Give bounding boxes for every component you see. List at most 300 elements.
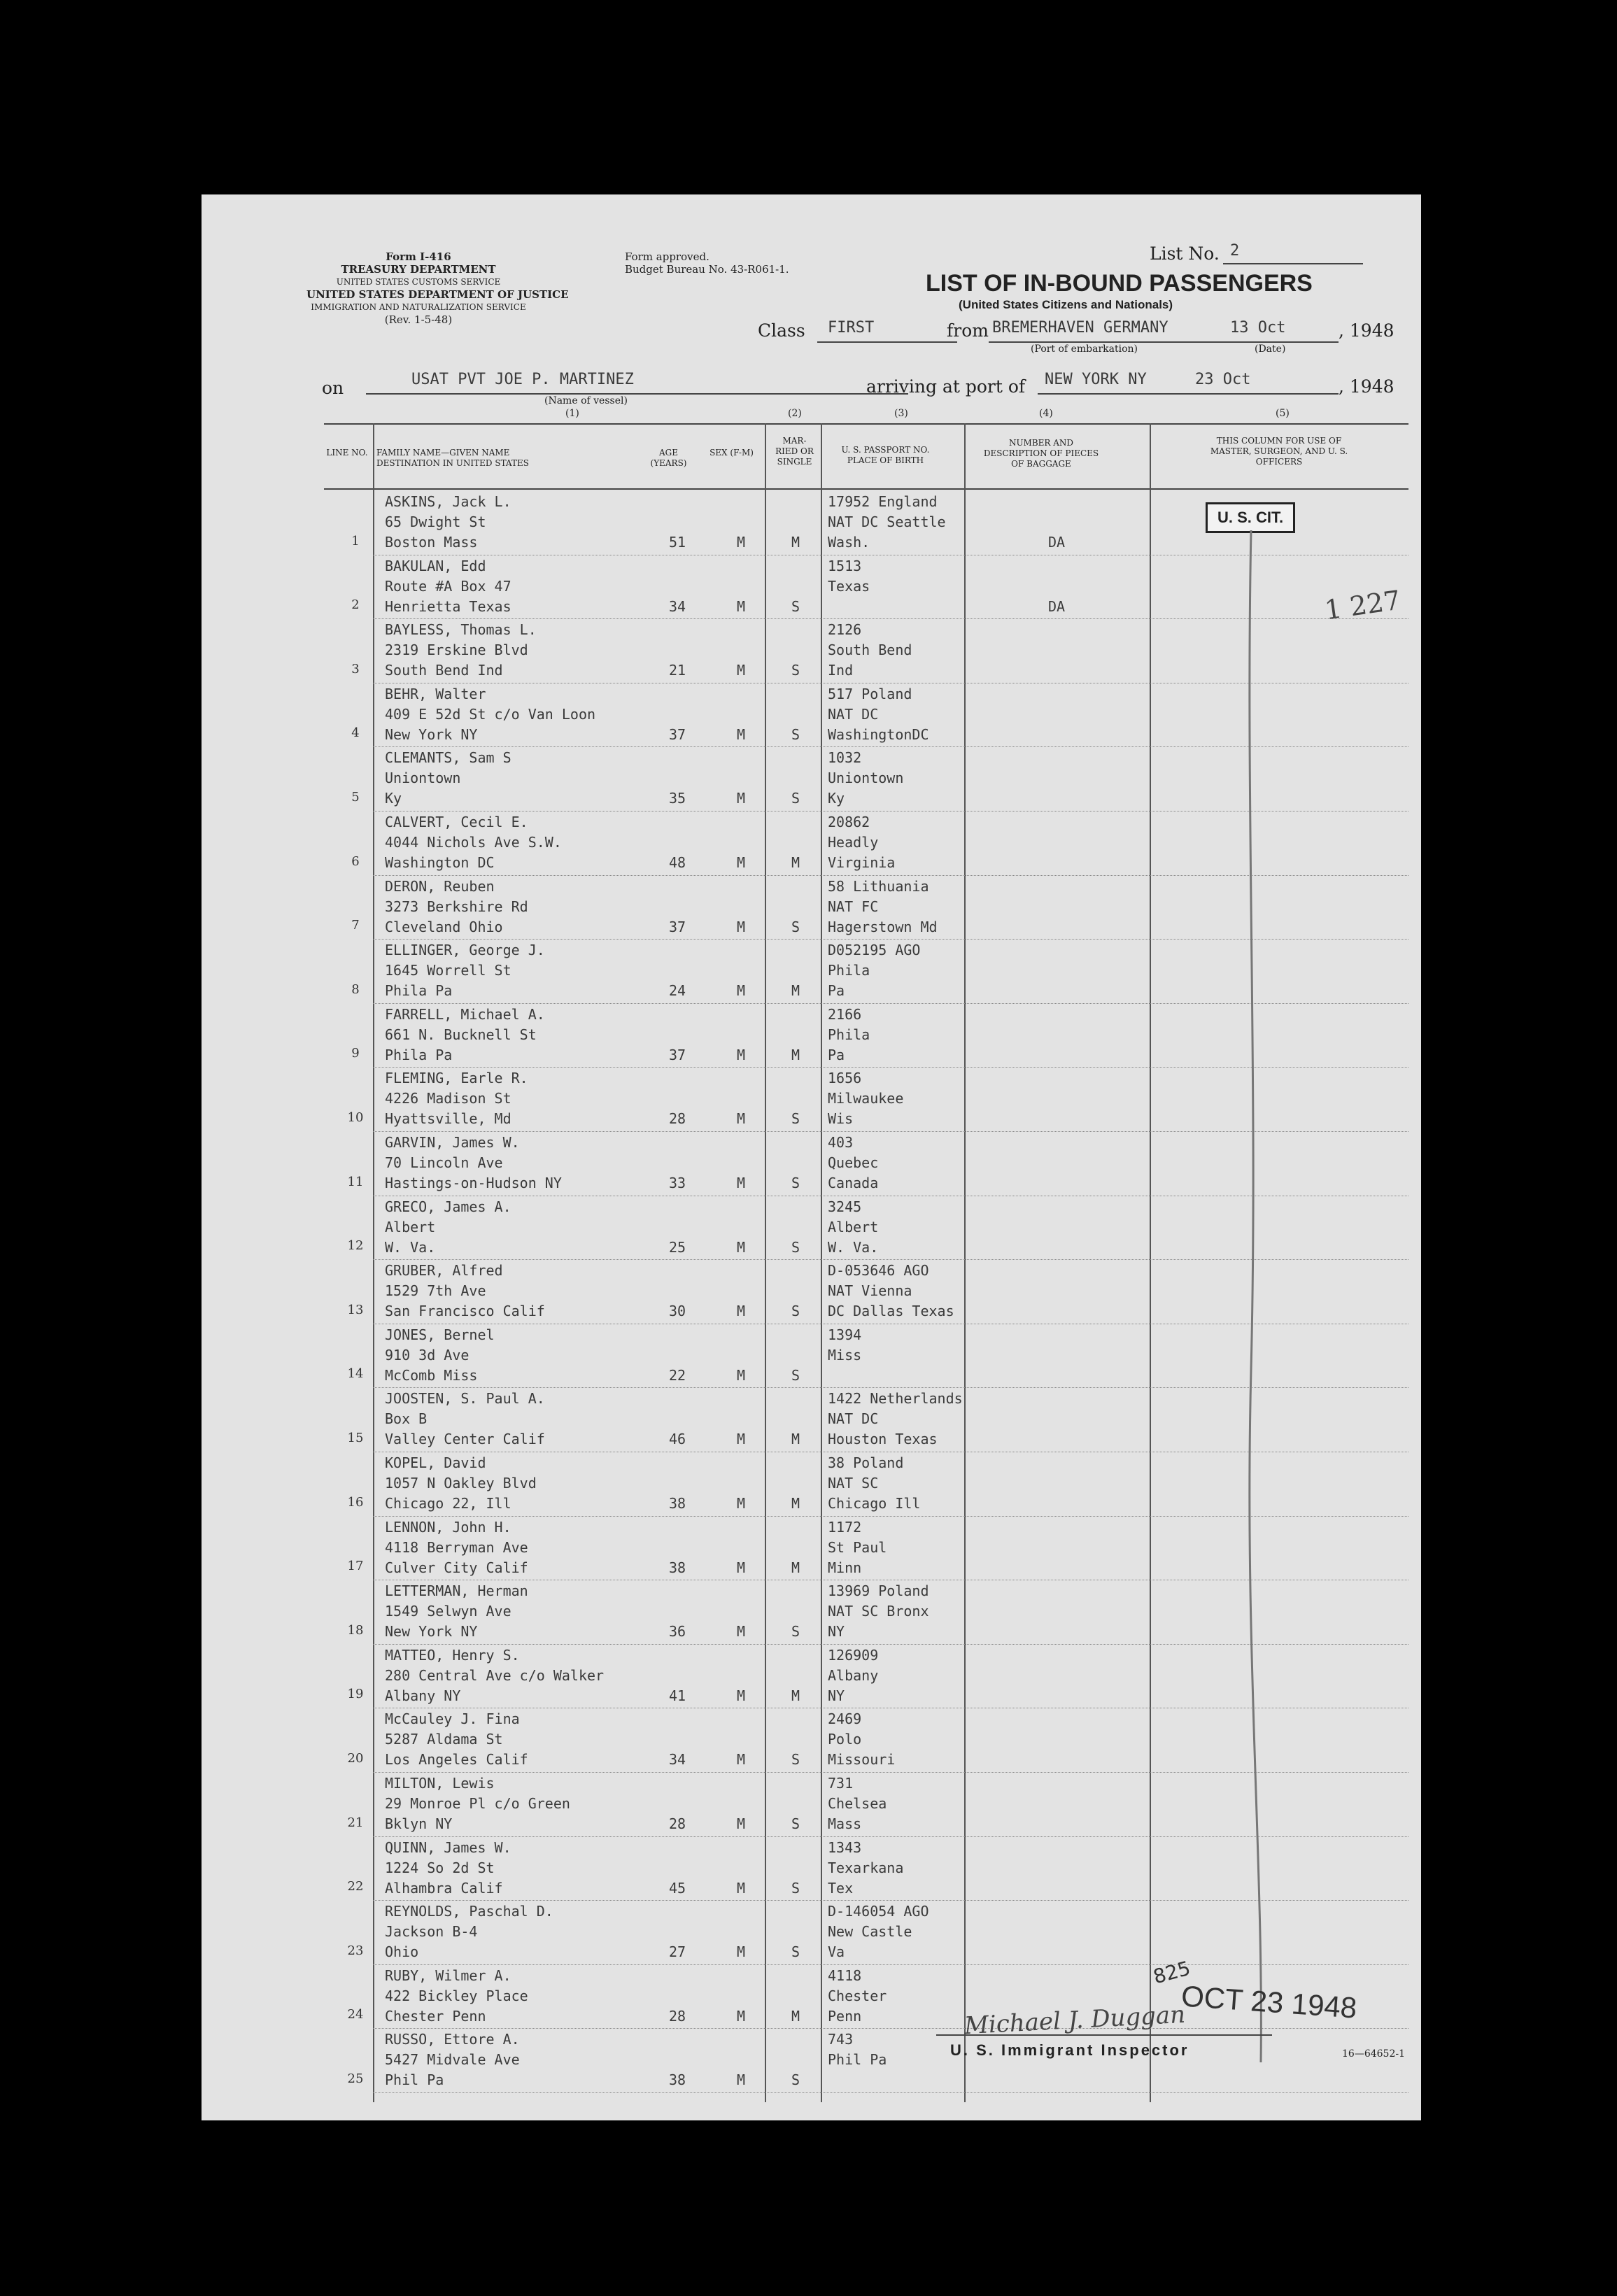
sex-value: M xyxy=(737,854,746,871)
passport-line-2: Chester xyxy=(828,1987,887,2004)
passport-line-1: 13969 Poland xyxy=(828,1582,929,1600)
age-value: 37 xyxy=(669,725,686,743)
line-number: 4 xyxy=(351,725,360,741)
side-note: 1 227 xyxy=(1322,584,1403,626)
sex-value: M xyxy=(737,1431,746,1448)
street-address: 29 Monroe Pl c/o Green xyxy=(385,1795,570,1812)
marital-status: S xyxy=(791,1751,800,1769)
passenger-name: GARVIN, James W. xyxy=(385,1134,520,1151)
line-number: 10 xyxy=(347,1110,364,1125)
destination: Ky xyxy=(385,790,402,807)
inspector-signature: Michael J. Duggan xyxy=(963,2000,1187,2041)
street-address: Jackson B-4 xyxy=(385,1923,478,1941)
destination: Hyattsville, Md xyxy=(385,1110,511,1128)
passport-line-2: NAT Vienna xyxy=(828,1282,912,1300)
age-value: 51 xyxy=(669,534,686,551)
passenger-name: ELLINGER, George J. xyxy=(385,942,545,959)
passport-line-2: NAT DC xyxy=(828,705,879,723)
passenger-name: BEHR, Walter xyxy=(385,685,486,702)
sex-value: M xyxy=(737,2071,746,2089)
manifest-page xyxy=(202,194,1421,2120)
line-number: 8 xyxy=(351,982,360,997)
passport-line-3: Pa xyxy=(828,1046,845,1063)
destination: Culver City Calif xyxy=(385,1559,528,1576)
passport-line-1: 126909 xyxy=(828,1646,879,1664)
baggage-value: DA xyxy=(1048,597,1066,615)
passport-line-2: Phila xyxy=(828,962,870,979)
sex-value: M xyxy=(737,1046,746,1063)
passport-line-3: Va xyxy=(828,1943,845,1961)
marital-status: S xyxy=(791,1879,800,1897)
passport-line-1: 731 xyxy=(828,1775,854,1792)
sex-value: M xyxy=(737,1879,746,1897)
line-number: 14 xyxy=(347,1366,364,1382)
street-address: Route #A Box 47 xyxy=(385,577,511,595)
line-number: 11 xyxy=(347,1174,364,1189)
destination: Ohio xyxy=(385,1943,419,1961)
line-number: 19 xyxy=(347,1687,364,1702)
age-value: 28 xyxy=(669,1110,686,1128)
line-number: 15 xyxy=(347,1431,364,1445)
marital-status: S xyxy=(791,1366,800,1384)
destination: Phila Pa xyxy=(385,1046,453,1063)
signature-line xyxy=(936,2034,1272,2036)
passport-line-3: Wis xyxy=(828,1110,854,1128)
passport-line-1: 1343 xyxy=(828,1838,862,1856)
sex-value: M xyxy=(737,662,746,679)
vessel-name: USAT PVT JOE P. MARTINEZ xyxy=(411,371,634,388)
col-num-5: (5) xyxy=(1276,408,1290,419)
immigration-service: IMMIGRATION AND NATURALIZATION SERVICE xyxy=(311,302,526,312)
passenger-name: LETTERMAN, Herman xyxy=(385,1582,528,1600)
age-value: 30 xyxy=(669,1303,686,1320)
passenger-name: FLEMING, Earle R. xyxy=(385,1070,528,1087)
header-baggage: NUMBER AND DESCRIPTION OF PIECES OF BAGGAGE xyxy=(983,438,1099,469)
marital-status: S xyxy=(791,2071,800,2089)
age-value: 48 xyxy=(669,854,686,871)
passport-line-2: Uniontown xyxy=(828,770,904,787)
passport-line-3: Missouri xyxy=(828,1751,896,1769)
destination: Los Angeles Calif xyxy=(385,1751,528,1769)
date-stamp: OCT 23 1948 xyxy=(1180,1979,1358,2025)
passport-line-2: Headly xyxy=(828,834,879,851)
passport-line-2: South Bend xyxy=(828,642,912,659)
list-no-underline xyxy=(1223,263,1363,264)
destination: Henrietta Texas xyxy=(385,597,511,615)
arrival-underline xyxy=(1038,393,1339,395)
passport-line-1: 20862 xyxy=(828,814,870,830)
marital-status: M xyxy=(791,534,800,551)
street-address: 5427 Midvale Ave xyxy=(385,2051,520,2069)
passenger-name: REYNOLDS, Paschal D. xyxy=(385,1903,553,1920)
sex-value: M xyxy=(737,1751,746,1769)
passenger-name: RUSSO, Ettore A. xyxy=(385,2031,520,2048)
age-value: 46 xyxy=(669,1431,686,1448)
passenger-name: KOPEL, David xyxy=(385,1454,486,1471)
line-number: 16 xyxy=(347,1494,364,1510)
destination: Chicago 22, Ill xyxy=(385,1495,511,1512)
form-code: 16—64652-1 xyxy=(1342,2048,1405,2060)
destination: Albany NY xyxy=(385,1687,461,1704)
passport-line-3: Hagerstown Md xyxy=(828,918,938,935)
line-number: 24 xyxy=(347,2007,364,2022)
sex-value: M xyxy=(737,1366,746,1384)
passport-line-2: Albany xyxy=(828,1666,879,1684)
sex-value: M xyxy=(737,1238,746,1256)
sex-value: M xyxy=(737,1687,746,1704)
sex-value: M xyxy=(737,2007,746,2025)
sex-value: M xyxy=(737,534,746,551)
vessel-caption: (Name of vessel) xyxy=(544,395,628,406)
passenger-name: CALVERT, Cecil E. xyxy=(385,814,528,830)
marital-status: S xyxy=(791,597,800,615)
sex-value: M xyxy=(737,1110,746,1128)
passenger-name: FARRELL, Michael A. xyxy=(385,1005,545,1023)
age-value: 24 xyxy=(669,982,686,1000)
passport-line-3: WashingtonDC xyxy=(828,725,929,743)
destination: New York NY xyxy=(385,1623,478,1640)
passport-line-3: Penn xyxy=(828,2007,862,2025)
passport-line-2: NAT DC xyxy=(828,1410,879,1428)
passport-line-1: D-146054 AGO xyxy=(828,1903,929,1920)
passenger-name: GRUBER, Alfred xyxy=(385,1262,503,1280)
destination: Alhambra Calif xyxy=(385,1879,503,1897)
age-value: 28 xyxy=(669,1815,686,1832)
arriving-label: arriving at port of xyxy=(866,376,1026,397)
passenger-name: CLEMANTS, Sam S xyxy=(385,749,511,767)
sex-value: M xyxy=(737,790,746,807)
marital-status: S xyxy=(791,918,800,935)
passenger-name: MILTON, Lewis xyxy=(385,1775,495,1792)
destination: Chester Penn xyxy=(385,2007,486,2025)
passport-line-1: 517 Poland xyxy=(828,685,912,702)
marital-status: M xyxy=(791,854,800,871)
passport-line-3: Tex xyxy=(828,1879,854,1897)
passport-line-2: Miss xyxy=(828,1346,862,1363)
marital-status: S xyxy=(791,1303,800,1320)
port-caption: (Port of embarkation) xyxy=(1031,343,1138,355)
from-label: from xyxy=(947,320,989,341)
destination: Boston Mass xyxy=(385,534,478,551)
passport-line-3: Ky xyxy=(828,790,845,807)
passport-line-2: Phila xyxy=(828,1026,870,1043)
line-number: 1 xyxy=(351,533,360,548)
age-value: 38 xyxy=(669,1559,686,1576)
on-label: on xyxy=(322,378,344,398)
passport-line-2: Texas xyxy=(828,577,870,595)
vessel-underline xyxy=(366,393,908,395)
form-approved: Form approved. xyxy=(625,250,709,263)
list-no-value: 2 xyxy=(1230,242,1240,260)
passport-line-3: Ind xyxy=(828,662,854,679)
street-address: Uniontown xyxy=(385,770,461,787)
passport-line-2: Polo xyxy=(828,1731,862,1748)
passport-line-3: NY xyxy=(828,1623,845,1640)
passenger-name: McCauley J. Fina xyxy=(385,1710,520,1728)
passport-line-2: NAT SC Bronx xyxy=(828,1603,929,1620)
marital-status: S xyxy=(791,1238,800,1256)
age-value: 25 xyxy=(669,1238,686,1256)
port-of-embarkation: BREMERHAVEN GERMANY xyxy=(992,319,1168,336)
marital-status: M xyxy=(791,1046,800,1063)
street-address: 1057 N Oakley Blvd xyxy=(385,1475,537,1491)
from-underline xyxy=(989,341,1339,343)
passenger-name: RUBY, Wilmer A. xyxy=(385,1967,511,1984)
passport-line-3: Minn xyxy=(828,1559,862,1576)
age-value: 21 xyxy=(669,662,686,679)
age-value: 38 xyxy=(669,2071,686,2089)
line-number: 22 xyxy=(347,1879,364,1894)
line-number: 23 xyxy=(347,1943,364,1958)
marital-status: S xyxy=(791,1623,800,1640)
destination: San Francisco Calif xyxy=(385,1303,545,1320)
passport-line-1: 403 xyxy=(828,1134,854,1151)
destination: Washington DC xyxy=(385,854,495,871)
passport-line-1: 38 Poland xyxy=(828,1454,904,1471)
header-age: AGE (YEARS) xyxy=(650,448,687,468)
header-name: FAMILY NAME—GIVEN NAME DESTINATION IN UNITED STATES xyxy=(376,448,529,468)
destination: Valley Center Calif xyxy=(385,1431,545,1448)
passport-line-1: 1422 Netherlands xyxy=(828,1390,963,1408)
passport-line-3: NY xyxy=(828,1687,845,1704)
passport-line-2: NAT DC Seattle xyxy=(828,513,946,530)
class-underline xyxy=(817,341,957,343)
passport-line-1: 1172 xyxy=(828,1518,862,1536)
line-number: 12 xyxy=(347,1238,364,1254)
line-number: 5 xyxy=(351,790,360,805)
passenger-name: ASKINS, Jack L. xyxy=(385,493,511,510)
embarkation-year: , 1948 xyxy=(1339,320,1394,341)
approval-block xyxy=(625,250,789,276)
destination: McComb Miss xyxy=(385,1366,478,1384)
passport-line-1: 4118 xyxy=(828,1967,862,1984)
line-number: 20 xyxy=(347,1751,364,1766)
passport-line-1: 1394 xyxy=(828,1326,862,1343)
form-number: Form I-416 xyxy=(386,250,451,263)
street-address: 65 Dwight St xyxy=(385,513,486,530)
passport-line-2: NAT FC xyxy=(828,898,879,915)
age-value: 34 xyxy=(669,1751,686,1769)
form-title: LIST OF IN-BOUND PASSENGERS xyxy=(926,270,1313,297)
passport-line-1: D052195 AGO xyxy=(828,942,921,959)
passport-line-3: Mass xyxy=(828,1815,862,1832)
header-officers: THIS COLUMN FOR USE OF MASTER, SURGEON, AND U. S. OFFICERS xyxy=(1210,436,1348,467)
street-address: 280 Central Ave c/o Walker xyxy=(385,1666,605,1684)
line-number: 2 xyxy=(351,597,360,613)
street-address: 1529 7th Ave xyxy=(385,1282,486,1300)
marital-status: S xyxy=(791,662,800,679)
age-value: 28 xyxy=(669,2007,686,2025)
passport-line-1: 17952 England xyxy=(828,493,938,510)
form-revision: (Rev. 1-5-48) xyxy=(384,313,453,326)
age-value: 37 xyxy=(669,1046,686,1063)
street-address: 1224 So 2d St xyxy=(385,1859,495,1876)
col-rule xyxy=(964,423,966,2102)
street-address: 2319 Erskine Blvd xyxy=(385,642,528,659)
line-number: 21 xyxy=(347,1815,364,1830)
line-number: 25 xyxy=(347,2071,364,2086)
street-address: 3273 Berkshire Rd xyxy=(385,898,528,915)
passport-line-2: Albert xyxy=(828,1218,879,1235)
age-value: 35 xyxy=(669,790,686,807)
sex-value: M xyxy=(737,1495,746,1512)
passenger-name: JOOSTEN, S. Paul A. xyxy=(385,1390,545,1408)
arrival-port: NEW YORK NY xyxy=(1045,371,1147,388)
col-rule xyxy=(765,423,766,2102)
street-address: Albert xyxy=(385,1218,436,1235)
street-address: 4118 Berryman Ave xyxy=(385,1538,528,1556)
marital-status: M xyxy=(791,1495,800,1512)
destination: New York NY xyxy=(385,725,478,743)
line-number: 18 xyxy=(347,1622,364,1638)
marital-status: S xyxy=(791,725,800,743)
street-address: 661 N. Bucknell St xyxy=(385,1026,537,1043)
passport-line-1: 1656 xyxy=(828,1070,862,1087)
stamp-marks: 825 xyxy=(1150,1956,1193,1989)
marital-status: M xyxy=(791,1431,800,1448)
col-rule xyxy=(821,423,822,2102)
street-address: 910 3d Ave xyxy=(385,1346,469,1363)
passport-line-1: D-053646 AGO xyxy=(828,1262,929,1280)
passport-line-1: 2126 xyxy=(828,621,862,639)
age-value: 41 xyxy=(669,1687,686,1704)
passport-line-3: DC Dallas Texas xyxy=(828,1303,954,1320)
class-label: Class xyxy=(758,320,805,341)
age-value: 33 xyxy=(669,1175,686,1191)
marital-status: S xyxy=(791,1943,800,1961)
list-no-label: List No. xyxy=(1150,243,1220,264)
line-number: 9 xyxy=(351,1046,360,1061)
age-value: 45 xyxy=(669,1879,686,1897)
inspector-title: U. S. Immigrant Inspector xyxy=(950,2041,1189,2059)
line-number: 7 xyxy=(351,918,360,933)
marital-status: M xyxy=(791,1559,800,1576)
embarkation-date: 13 Oct xyxy=(1230,319,1286,336)
justice-dept: UNITED STATES DEPARTMENT OF JUSTICE xyxy=(306,288,569,301)
form-subtitle: (United States Citizens and Nationals) xyxy=(959,298,1173,311)
passenger-name: MATTEO, Henry S. xyxy=(385,1646,520,1664)
street-address: 1645 Worrell St xyxy=(385,962,511,979)
col-rule xyxy=(373,423,374,2102)
header-passport: U. S. PASSPORT NO. PLACE OF BIRTH xyxy=(841,445,930,465)
header-sex: SEX (F-M) xyxy=(709,448,754,458)
line-number: 3 xyxy=(351,661,360,676)
destination: Phil Pa xyxy=(385,2071,444,2089)
marital-status: M xyxy=(791,982,800,1000)
street-address: 1549 Selwyn Ave xyxy=(385,1603,511,1620)
customs-service: UNITED STATES CUSTOMS SERVICE xyxy=(336,277,501,287)
marital-status: S xyxy=(791,790,800,807)
passport-line-1: 58 Lithuania xyxy=(828,877,929,895)
class-value: FIRST xyxy=(828,319,875,336)
sex-value: M xyxy=(737,1559,746,1576)
destination: Phila Pa xyxy=(385,982,453,1000)
line-number: 6 xyxy=(351,853,360,869)
passport-line-1: 2166 xyxy=(828,1005,862,1023)
baggage-value: DA xyxy=(1048,534,1066,551)
passenger-name: LENNON, John H. xyxy=(385,1518,511,1536)
passport-line-2: St Paul xyxy=(828,1538,887,1556)
sex-value: M xyxy=(737,1815,746,1832)
passport-line-3: Pa xyxy=(828,982,845,1000)
passenger-name: GRECO, James A. xyxy=(385,1198,511,1215)
sex-value: M xyxy=(737,725,746,743)
line-number: 17 xyxy=(347,1559,364,1574)
col-rule xyxy=(1150,423,1151,2102)
passport-line-3: Wash. xyxy=(828,534,870,551)
passport-line-3: Houston Texas xyxy=(828,1431,938,1448)
passport-line-1: 3245 xyxy=(828,1198,862,1215)
passenger-name: DERON, Reuben xyxy=(385,877,495,895)
marital-status: S xyxy=(791,1175,800,1191)
us-citizen-stamp: U. S. CIT. xyxy=(1206,502,1295,533)
passport-line-3: Canada xyxy=(828,1175,879,1191)
age-value: 37 xyxy=(669,918,686,935)
age-value: 22 xyxy=(669,1366,686,1384)
passenger-name: JONES, Bernel xyxy=(385,1326,495,1343)
vessel-col-num: (1) xyxy=(565,408,579,419)
passport-line-2: New Castle xyxy=(828,1923,912,1941)
street-address: 4044 Nichols Ave S.W. xyxy=(385,834,562,851)
marital-status: M xyxy=(791,2007,800,2025)
sex-value: M xyxy=(737,918,746,935)
destination: South Bend Ind xyxy=(385,662,503,679)
street-address: Box B xyxy=(385,1410,428,1428)
sex-value: M xyxy=(737,1303,746,1320)
passport-line-1: 1032 xyxy=(828,749,862,767)
age-value: 38 xyxy=(669,1495,686,1512)
passport-line-2: NAT SC xyxy=(828,1475,879,1491)
street-address: 422 Bickley Place xyxy=(385,1987,528,2004)
street-address: 5287 Aldama St xyxy=(385,1731,503,1748)
marital-status: S xyxy=(791,1815,800,1832)
age-value: 36 xyxy=(669,1623,686,1640)
passport-line-2: Texarkana xyxy=(828,1859,904,1876)
sex-value: M xyxy=(737,1623,746,1640)
header-married: MAR-RIED OR SINGLE xyxy=(775,436,814,467)
passport-line-2: Quebec xyxy=(828,1154,879,1171)
passport-line-2: Chelsea xyxy=(828,1795,887,1812)
pencil-vertical-line xyxy=(1237,530,1279,2069)
arrival-year: , 1948 xyxy=(1339,376,1394,397)
budget-bureau: Budget Bureau No. 43-R061-1. xyxy=(625,263,789,276)
destination: Cleveland Ohio xyxy=(385,918,503,935)
col-num-4: (4) xyxy=(1039,408,1053,419)
passenger-name: BAYLESS, Thomas L. xyxy=(385,621,537,639)
passport-line-3: Chicago Ill xyxy=(828,1495,921,1512)
col-num-2: (2) xyxy=(788,408,802,419)
header-line-no: LINE NO. xyxy=(326,448,368,458)
form-info-block xyxy=(306,250,569,326)
passport-line-3: Virginia xyxy=(828,854,896,871)
age-value: 27 xyxy=(669,1943,686,1961)
passport-line-1: 743 xyxy=(828,2031,854,2048)
sex-value: M xyxy=(737,982,746,1000)
destination: Hastings-on-Hudson NY xyxy=(385,1175,562,1191)
passport-line-2: Phil Pa xyxy=(828,2051,887,2069)
line-number: 13 xyxy=(347,1302,364,1317)
age-value: 34 xyxy=(669,597,686,615)
marital-status: S xyxy=(791,1110,800,1128)
arrival-date: 23 Oct xyxy=(1195,371,1251,388)
treasury-dept: TREASURY DEPARTMENT xyxy=(341,263,496,276)
street-address: 70 Lincoln Ave xyxy=(385,1154,503,1171)
marital-status: M xyxy=(791,1687,800,1704)
street-address: 409 E 52d St c/o Van Loon xyxy=(385,705,596,723)
col-num-3: (3) xyxy=(894,408,908,419)
passenger-name: QUINN, James W. xyxy=(385,1838,511,1856)
street-address: 4226 Madison St xyxy=(385,1090,511,1107)
